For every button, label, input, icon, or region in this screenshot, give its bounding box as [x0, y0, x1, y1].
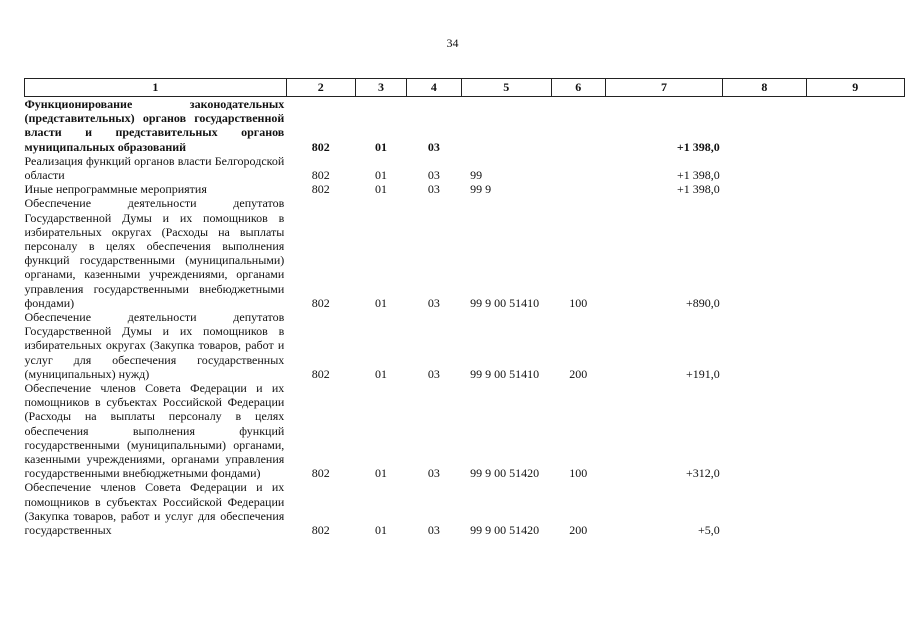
row-grbs-code: 802: [311, 466, 330, 481]
row-empty-col9: [806, 97, 904, 154]
row-section-code: 01: [374, 366, 387, 381]
row-grbs-code: 802: [311, 366, 330, 381]
row-subsection-code: 03: [427, 139, 440, 154]
row-empty-col8: [723, 381, 806, 480]
row-section-code: 01: [374, 523, 387, 538]
table-row: [25, 182, 905, 196]
row-empty-col9: [806, 381, 904, 480]
column-header: 7: [605, 79, 723, 97]
row-empty-col8: [723, 196, 806, 310]
row-empty-col9: [806, 480, 904, 537]
row-target-article: 99 9: [470, 182, 492, 197]
row-empty-col9: [806, 154, 904, 182]
column-header: 4: [407, 79, 461, 97]
row-description: Обеспечение деятельности депутатов Государственной Думы и их помощников в избирательных округах (Закупка товаров, работ и услуг для обеспечения государственных (муниципальных) нужд): [24, 310, 285, 381]
row-section-code: 01: [374, 139, 387, 154]
row-target-article: 99: [470, 168, 483, 183]
row-empty-col8: [723, 154, 806, 182]
row-target-article: 99 9 00 51410: [470, 295, 540, 310]
row-grbs-code: 802: [311, 182, 330, 197]
column-header: 6: [551, 79, 605, 97]
row-expense-type: 200: [569, 523, 588, 538]
page-number: 34: [446, 36, 459, 50]
row-expense-type: 100: [569, 295, 588, 310]
row-expense-type: [551, 154, 605, 182]
row-description: Обеспечение деятельности депутатов Государственной Думы и их помощников в избирательных округах (Расходы на выплаты персоналу в целях обеспечения выполнения функций государственными (муниципальными) органами, казенными учреждениями, органами управления государственными внебюджетными фондами): [24, 196, 285, 310]
column-header: 2: [286, 79, 355, 97]
row-empty-col8: [723, 480, 806, 537]
row-subsection-code: 03: [427, 366, 440, 381]
row-subsection-code: 03: [427, 295, 440, 310]
row-description: Обеспечение членов Совета Федерации и их помощников в субъектах Российской Федерации (Закупка товаров, работ и услуг для обеспечения государственных: [24, 480, 285, 538]
table-row: [25, 381, 905, 480]
row-empty-col8: [723, 310, 806, 381]
row-subsection-code: 03: [427, 182, 440, 197]
table-row: [25, 154, 905, 182]
row-empty-col9: [806, 182, 904, 196]
row-empty-col9: [806, 196, 904, 310]
row-subsection-code: 03: [427, 466, 440, 481]
row-description: Реализация функций органов власти Белгородской области: [24, 153, 285, 183]
row-amount: +890,0: [685, 295, 720, 310]
table-row: [25, 480, 905, 537]
row-subsection-code: 03: [427, 168, 440, 183]
table-row: [25, 310, 905, 381]
row-amount: +1 398,0: [676, 182, 720, 197]
row-amount: +312,0: [685, 466, 720, 481]
row-section-code: 01: [374, 295, 387, 310]
row-grbs-code: 802: [311, 295, 330, 310]
row-expense-type: 200: [569, 366, 588, 381]
row-empty-col8: [723, 97, 806, 154]
column-header: 3: [355, 79, 407, 97]
row-target-article: 99 9 00 51420: [470, 466, 540, 481]
row-amount: +5,0: [697, 523, 720, 538]
row-expense-type: [551, 182, 605, 196]
table-body: [25, 97, 905, 538]
row-grbs-code: 802: [311, 523, 330, 538]
row-section-code: 01: [374, 168, 387, 183]
column-header: 8: [723, 79, 806, 97]
table-row: [25, 97, 905, 154]
row-amount: +1 398,0: [676, 168, 720, 183]
row-amount: +191,0: [685, 366, 720, 381]
row-description: Функционирование законодательных (представительных) органов государственной власти и представительных органов муниципальных образований: [24, 97, 285, 154]
row-empty-col9: [806, 310, 904, 381]
row-description: Иные непрограммные мероприятия: [24, 182, 207, 197]
row-grbs-code: 802: [311, 168, 330, 183]
row-section-code: 01: [374, 466, 387, 481]
row-description: Обеспечение членов Совета Федерации и их помощников в субъектах Российской Федерации (Расходы на выплаты персоналу в целях обеспечения выполнения функций государственными (муниципальными) органами, казенными учреждениями, органами управления государственными внебюджетными фондами): [24, 381, 285, 481]
row-target-article: 99 9 00 51410: [470, 366, 540, 381]
row-grbs-code: 802: [311, 139, 330, 154]
row-expense-type: 100: [569, 466, 588, 481]
column-header: 1: [25, 79, 287, 97]
column-header: 9: [806, 79, 904, 97]
row-amount: +1 398,0: [676, 139, 720, 154]
row-empty-col8: [723, 182, 806, 196]
budget-table: [24, 78, 905, 537]
column-header: 5: [461, 79, 551, 97]
row-target-article: [461, 97, 551, 154]
row-subsection-code: 03: [427, 523, 440, 538]
table-header: [25, 79, 905, 97]
row-target-article: 99 9 00 51420: [470, 523, 540, 538]
table-row: [25, 196, 905, 310]
row-section-code: 01: [374, 182, 387, 197]
row-expense-type: [551, 97, 605, 154]
